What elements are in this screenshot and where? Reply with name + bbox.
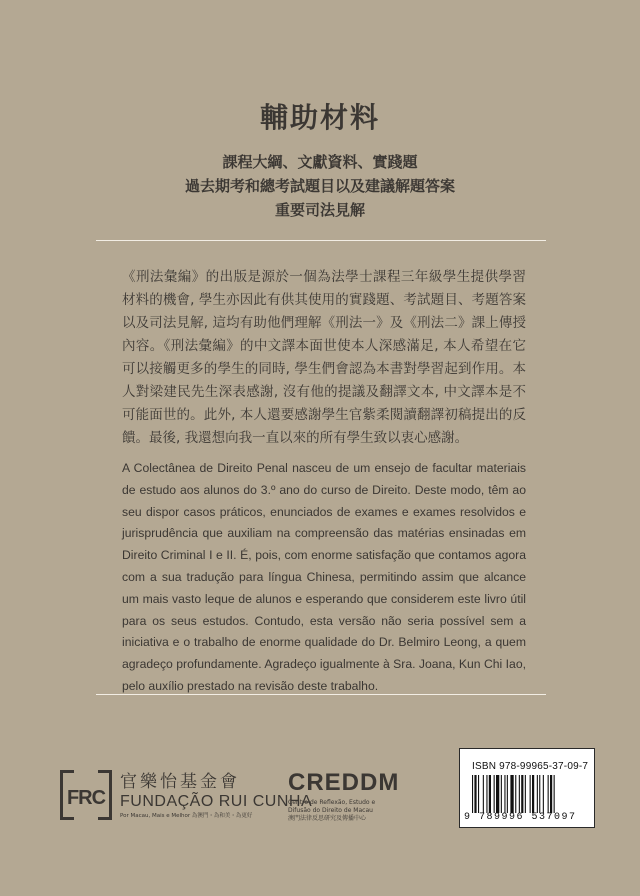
bottom-divider bbox=[96, 694, 546, 695]
barcode-bar bbox=[478, 775, 479, 813]
barcode-icon bbox=[472, 775, 584, 813]
isbn-box bbox=[459, 748, 595, 828]
subtitle-line: 課程大綱、文獻資料、實踐題 bbox=[222, 153, 418, 171]
barcode-bar bbox=[537, 775, 538, 813]
barcode-bar bbox=[496, 775, 499, 813]
barcode-bar bbox=[510, 775, 513, 813]
frc-logo-text bbox=[120, 772, 312, 821]
subtitle-list bbox=[0, 150, 640, 222]
frc-name-zh: 官樂怡基金會 bbox=[120, 772, 240, 792]
barcode-bar bbox=[532, 775, 534, 813]
barcode-bar bbox=[507, 775, 508, 813]
barcode-bar bbox=[525, 775, 526, 813]
barcode-bar bbox=[489, 775, 491, 813]
frc-logo-mark: FRC bbox=[66, 787, 106, 809]
barcode-bar bbox=[474, 775, 476, 813]
isbn-label: ISBN 978-99965-37-09-7 bbox=[472, 761, 589, 772]
barcode-bar bbox=[554, 775, 555, 813]
barcode-bar bbox=[486, 775, 487, 813]
frc-logo-icon bbox=[60, 770, 112, 820]
top-divider bbox=[96, 240, 546, 241]
barcode-bar bbox=[501, 775, 502, 813]
barcode-bar bbox=[521, 775, 523, 813]
barcode-bar bbox=[548, 775, 549, 813]
barcode-bar bbox=[483, 775, 484, 813]
page-title: 輔助材料 bbox=[259, 101, 380, 134]
frc-name-pt: FUNDAÇÃO RUI CUNHA bbox=[120, 793, 313, 810]
creddm-name: CREDDM bbox=[288, 769, 400, 796]
creddm-logo bbox=[288, 770, 399, 823]
creddm-subtitle-zh: 澳門法律反思研究及傳播中心 bbox=[288, 815, 367, 822]
barcode-bar bbox=[504, 775, 505, 813]
barcode-bar bbox=[543, 775, 544, 813]
barcode-bar bbox=[550, 775, 552, 813]
barcode-bar bbox=[515, 775, 516, 813]
barcode-bar bbox=[530, 775, 531, 813]
subtitle-line: 重要司法見解 bbox=[274, 201, 365, 219]
creddm-subtitle-pt: Centro de Reflexão, Estudo e Difusão do Direito de Macau bbox=[288, 799, 376, 814]
barcode-bar bbox=[494, 775, 495, 813]
barcode-number: 9 789996 537097 bbox=[464, 812, 577, 823]
chinese-paragraph: 《刑法彙編》的出版是源於一個為法學士課程三年級學生提供學習材料的機會, 學生亦因此有供其使用的實踐題、考試題目、考題答案以及司法見解, 這均有助他們理解《刑法一》及《刑法二》課上傳授內容。《刑法彙編》的中文譯本面世使本人深感滿足, 本人希望在它可以接觸更多的學生的同時, 學生們會認為本書對學習起到作用。本人對梁建民先生深表感謝, 沒有他的提議及翻譯文本, 中文譯本是不可能面世的。此外, 本人還要感謝學生官紫柔閱讀翻譯初稿提出的反饋。最後, 我還想向我一直以來的所有學生致以衷心感謝。 bbox=[122, 269, 526, 446]
subtitle-line: 過去期考和總考試題目以及建議解題答案 bbox=[184, 177, 455, 195]
barcode-bar bbox=[539, 775, 540, 813]
frc-tagline: Por Macau, Mais e Melhor 為澳門・為和美・為更好 bbox=[120, 813, 253, 819]
portuguese-paragraph: A Colectânea de Direito Penal nasceu de um ensejo de facultar materiais de estudo aos alunos do 3.º ano do curso de Direito. Deste modo, têm ao seu dispor casos práticos, enunciados de exames e exames resolvidos e jurisprudência que auxiliam na compreensão das matérias ensinadas em Direito Criminal I e II. É, pois, com enorme satisfação que contamos agora com a sua tradução para língua Chinesa, permitindo assim que alcance um mais vasto leque de alunos e esperando que considerem este livro útil para os seus estudos. Contudo, esta versão não seria possível sem a iniciativa e o trabalho de enorme qualidade do Dr. Belmiro Leong, a quem agradeço profundamente. Agradeço igualmente à Sra. Joana, Kun Chi Iao, pelo auxílio prestado na revisão deste trabalho. bbox=[122, 461, 526, 693]
barcode-bar bbox=[519, 775, 520, 813]
barcode-bar bbox=[472, 775, 473, 813]
